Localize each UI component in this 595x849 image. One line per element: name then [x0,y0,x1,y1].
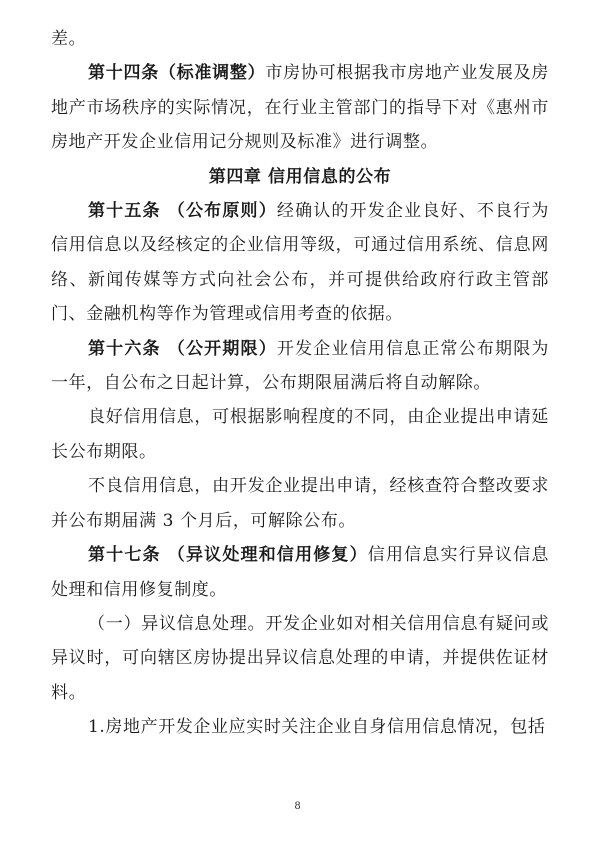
article-title: 第十五条 （公布原则） [88,201,277,222]
article-15 [51,194,549,332]
article-16 [51,332,549,401]
article-title: 第十四条（标准调整） [88,63,266,84]
page-number: 8 [294,801,301,812]
article-text: 信用信息实行异议信息处理和信用修复制度。 [51,545,549,600]
paragraph-item-1 [51,710,549,744]
article-title: 第十六条 （公开期限） [88,338,277,359]
article-text: 经确认的开发企业良好、不良行为信用信息以及经核定的企业信用等级，可通过信用系统、信息网络、新闻传媒等方式向社会公布，并可提供给政府行政主管部门、金融机构等作为管理或信用考查的依据。 [51,201,549,325]
article-14 [51,56,549,159]
paragraph-good-credit [51,400,549,469]
paragraph-continuation [51,22,549,56]
paragraph-bad-credit [51,469,549,538]
paragraph-text: 不良信用信息，由开发企业提出申请，经核查符合整改要求并公布期届满 3 个月后，可解除公布。 [51,476,549,531]
paragraph-text: 良好信用信息，可根据影响程度的不同，由企业提出申请延长公布期限。 [51,407,549,462]
paragraph-text: （一）异议信息处理。开发企业如对相关信用信息有疑问或异议时，可向辖区房协提出异议信息处理的申请，并提供佐证材料。 [51,613,549,703]
article-text: 市房协可根据我市房地产业发展及房地产市场秩序的实际情况，在行业主管部门的指导下对《惠州市房地产开发企业信用记分规则及标准》进行调整。 [51,63,549,153]
paragraph-text: 1.房地产开发企业应实时关注企业自身信用信息情况，包括 [88,717,546,738]
chapter-heading [51,160,549,194]
paragraph-objection-handling [51,607,549,710]
article-title: 第十七条 （异议处理和信用修复） [88,545,368,566]
paragraph-text: 差。 [51,29,87,49]
article-text: 开发企业信用信息正常公布期限为一年，自公布之日起计算，公布期限届满后将自动解除。 [51,338,549,394]
article-17 [51,538,549,607]
chapter-title: 第四章 信用信息的公布 [208,166,392,187]
document-body [51,22,549,745]
